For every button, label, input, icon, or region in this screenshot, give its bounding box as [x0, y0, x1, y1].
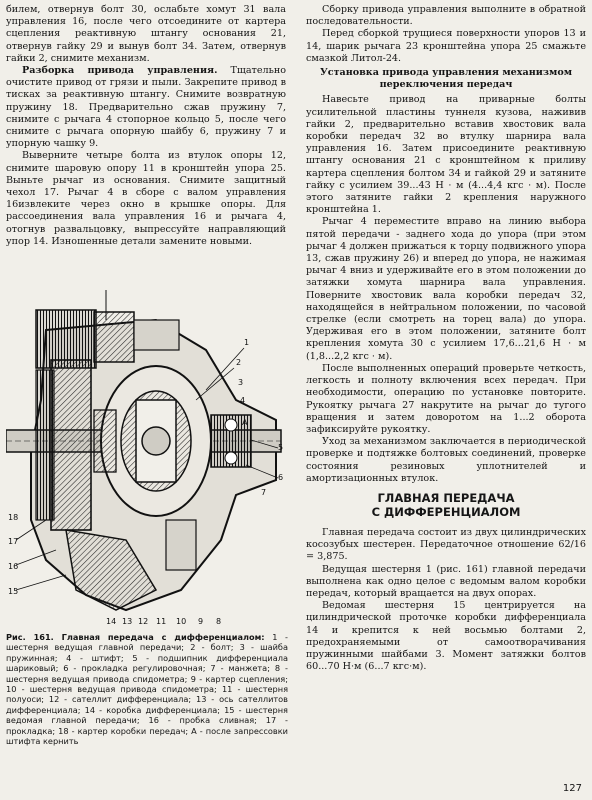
chapter-heading-line-2: С ДИФФЕРЕНЦИАЛОМ: [371, 504, 521, 519]
callout-13: 13: [122, 617, 133, 626]
chapter-heading: [306, 491, 586, 519]
callout-18: 18: [8, 513, 19, 522]
callout-16: 16: [8, 562, 19, 571]
left-paragraph-3: Выверните четыре болта из втулок опоры 12, снимите шаровую опору 11 в кронштейн упора 25. Выньте рычаг из основания. Снимите защитный чехол 17. Рычаг 4 в сборе с валом управления 16извлеките через окно в крышке опоры. Для рассоединения вала управления 16 и рычага 4, отогнув развальцовку, выпрессуйте направляющий упор 14. Изношенные детали замените новыми.: [6, 150, 286, 247]
callout-7: 7: [261, 488, 267, 497]
left-paragraph-2: [6, 65, 286, 150]
gearbox-differential-illustration: [6, 290, 286, 630]
callout-10: 10: [176, 617, 187, 626]
subheading-line-2: переключения передач: [379, 79, 513, 91]
page-number: 127: [562, 783, 582, 794]
left-paragraph-2-text: Тщательно очистите привод от грязи и пыли. Закрепите привод в тисках за реактивную штангу. Снимите возвратную пружину 18. Предварительно сжав пружину 7, снимите с рычага 4 стопорное кольцо 5, после чего снимите с рычага опорную шайбу 6, пружину 7 и упорную чашку 9.: [6, 65, 287, 150]
left-paragraph-1: билем, отвернув болт 30, ослабьте хомут 31 вала управления 16, после чего отсоедините от картера сцепления реактивную штангу основания 21, отвернув гайку 29 и вынув болт 34. Затем, отвернув гайки 2, снимите механизм.: [6, 4, 286, 64]
callout-15: 15: [8, 587, 19, 596]
callout-4: 4: [240, 396, 246, 405]
right-paragraph-8: Ведущая шестерня 1 (рис. 161) главной передачи выполнена как одно целое с ведомым валом коробки передач, который вращается на двух опорах.: [306, 563, 586, 599]
callout-a: A: [242, 418, 248, 427]
right-paragraph-7: Главная передача состоит из двух цилиндрических косозубых шестерен. Передаточное отношение 62/16 = 3,875.: [306, 526, 586, 563]
right-paragraph-2: Перед сборкой трущиеся поверхности упоров 13 и 14, шарик рычага 23 кронштейна упора 25 смажьте смазкой Литол-24.: [306, 28, 586, 64]
subheading-line-1: Установка привода управления механизмом: [319, 67, 573, 79]
right-paragraph-6: Уход за механизмом заключается в периодической проверке и подтяжке болтовых соединений, проверке состояния резиновых уплотнителей и амортизационных втулок.: [306, 436, 586, 484]
callout-6: 6: [278, 473, 284, 482]
callout-9: 9: [198, 617, 204, 626]
right-paragraph-1: Сборку привода управления выполните в обратной последовательности.: [306, 4, 586, 28]
section-subheading: [306, 67, 586, 91]
callout-17: 17: [8, 537, 19, 546]
right-paragraph-9: Ведомая шестерня 15 центрируется на цилиндрической проточке коробки дифференциала 14 и крепится к ней восьмью болтами 2, предохраняемыми от самоотворачивания пружинными шайбами 3. Момент затяжки болтов 60...70 Н·м (6...7 кгс·м).: [306, 600, 586, 673]
callout-5: 5: [278, 443, 284, 452]
chapter-heading-line-1: ГЛАВНАЯ ПЕРЕДАЧА: [377, 490, 515, 505]
callout-2: 2: [236, 358, 242, 367]
figure-161-drawing: [6, 290, 286, 630]
callout-12: 12: [138, 617, 149, 626]
caption-label: Рис. 161. Главная передача с дифференциалом:: [6, 632, 265, 642]
callout-1: 1: [244, 338, 250, 347]
right-paragraph-4: Рычаг 4 переместите вправо на линию выбора пятой передачи - заднего хода до упора (при этом рычаг 4 должен прижаться к торцу подвижного упора 13, сжав пружину 26) и вперед до упора, не нажимая рычаг 4 вниз и удерживайте его в этом положении до затяжки хомута шарнира вала управления. Поверните хвостовик вала коробки передач 32, находящейся в нейтральном положении, по часовой стрелке (если смотреть на торец вала) до упора. Удерживая его в этом положении, затяните болт крепления хомута 30 с усилием 17,6...21,6 Н · м (1,8...2,2 кгс · м).: [306, 216, 586, 362]
section-heading-disassembly: Разборка привода управления.: [22, 65, 218, 77]
right-paragraph-3: Навесьте привод на приварные болты усилительной пластины туннеля кузова, наживив гайки 2, предварительно вставив хвостовик вала коробки передач 32 во втулку шарнира вала управления 16. Затем присоедините реактивную штангу основания 21 с кронштейном к приливу картера сцепления болтом 34 и гайкой 29 и затяните гайку с усилием 39...43 Н · м (4...4,4 кгс · м). После этого затяните гайки 2 крепления наружного кронштейна 1.: [306, 94, 586, 216]
right-column: [306, 4, 586, 673]
callout-11: 11: [156, 617, 167, 626]
callout-14: 14: [106, 617, 117, 626]
callout-3: 3: [238, 378, 244, 387]
caption-text: 1 - шестерня ведущая главной передачи; 2 - болт; 3 - шайба пружинная; 4 - штифт; 5 - подшипник дифференциала шариковый; 6 - прокладка регулировочная; 7 - манжета; 8 - шестерня ведущая привода спидометра; 9 - картер сцепления; 10 - шестерня ведущая привода спидометра; 11 - шестерня полуоси; 12 - сателлит дифференциала; 13 - ось сателлитов дифференциала; 14 - коробка дифференциала; 15 - шестерня ведомая главной передачи; 16 - пробка сливная; 17 - прокладка; 18 - картер коробки передач; А - после запрессовки штифта кернить: [6, 632, 288, 747]
callout-8: 8: [216, 617, 222, 626]
figure-caption: [6, 632, 288, 746]
left-column: [6, 4, 286, 248]
right-paragraph-5: После выполненных операций проверьте четкость, легкость и полноту включения всех передач. При необходимости, операцию по установке повторите. Рукоятку рычага 27 накрутите на рычаг до тугого вращения и затем доворотом на 1...2 оборота зафиксируйте рукоятку.: [306, 362, 586, 435]
